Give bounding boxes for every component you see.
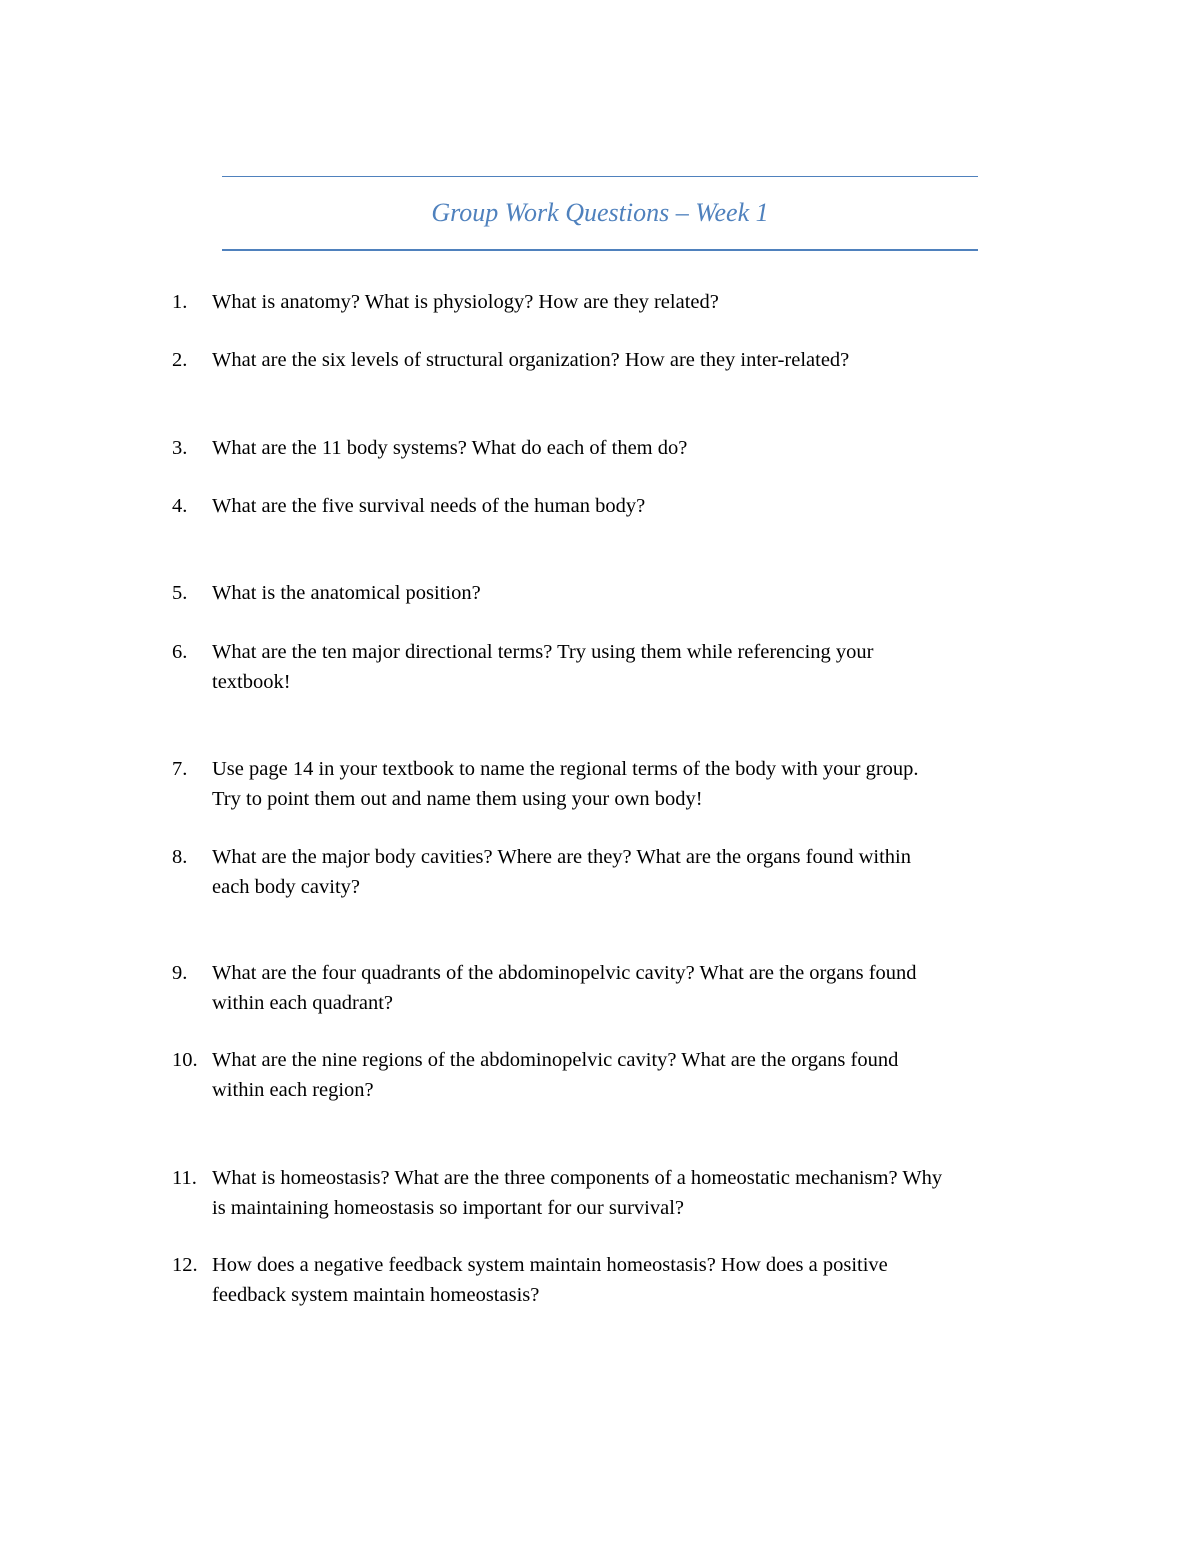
- question-number: 7.: [172, 758, 188, 780]
- question-number: 8.: [172, 846, 188, 868]
- question-number: 12.: [172, 1254, 198, 1276]
- question-text: Use page 14 in your textbook to name the regional terms of the body with your group. Try to point them out and name them using your own body!: [212, 758, 919, 810]
- question-text: What are the four quadrants of the abdominopelvic cavity? What are the organs found within each quadrant?: [212, 962, 917, 1014]
- question-number: 3.: [172, 437, 188, 459]
- question-number: 4.: [172, 495, 188, 517]
- question-number: 11.: [172, 1167, 197, 1189]
- question-text: How does a negative feedback system maintain homeostasis? How does a positive feedback system maintain homeostasis?: [212, 1254, 888, 1306]
- question-text: What are the nine regions of the abdominopelvic cavity? What are the organs found within each region?: [212, 1049, 899, 1101]
- question-number: 6.: [172, 641, 188, 663]
- question-text: What are the ten major directional terms? Try using them while referencing your textbook!: [212, 641, 874, 693]
- document-title: Group Work Questions – Week 1: [431, 198, 769, 227]
- question-text: What are the six levels of structural organization? How are they inter-related?: [212, 349, 850, 371]
- question-number: 10.: [172, 1049, 198, 1071]
- title-bottom-rule: [222, 249, 978, 251]
- question-number: 9.: [172, 962, 188, 984]
- question-number: 5.: [172, 582, 188, 604]
- question-text: What are the major body cavities? Where are they? What are the organs found within each body cavity?: [212, 846, 912, 898]
- title-top-rule: [222, 176, 978, 177]
- question-number: 2.: [172, 349, 188, 371]
- question-text: What are the 11 body systems? What do each of them do?: [212, 437, 688, 459]
- question-text: What are the five survival needs of the human body?: [212, 495, 646, 517]
- question-number: 1.: [172, 291, 188, 313]
- question-text: What is anatomy? What is physiology? How are they related?: [212, 291, 719, 313]
- question-text: What is homeostasis? What are the three components of a homeostatic mechanism? Why is maintaining homeostasis so important for our survival?: [212, 1167, 943, 1219]
- question-text: What is the anatomical position?: [212, 582, 481, 604]
